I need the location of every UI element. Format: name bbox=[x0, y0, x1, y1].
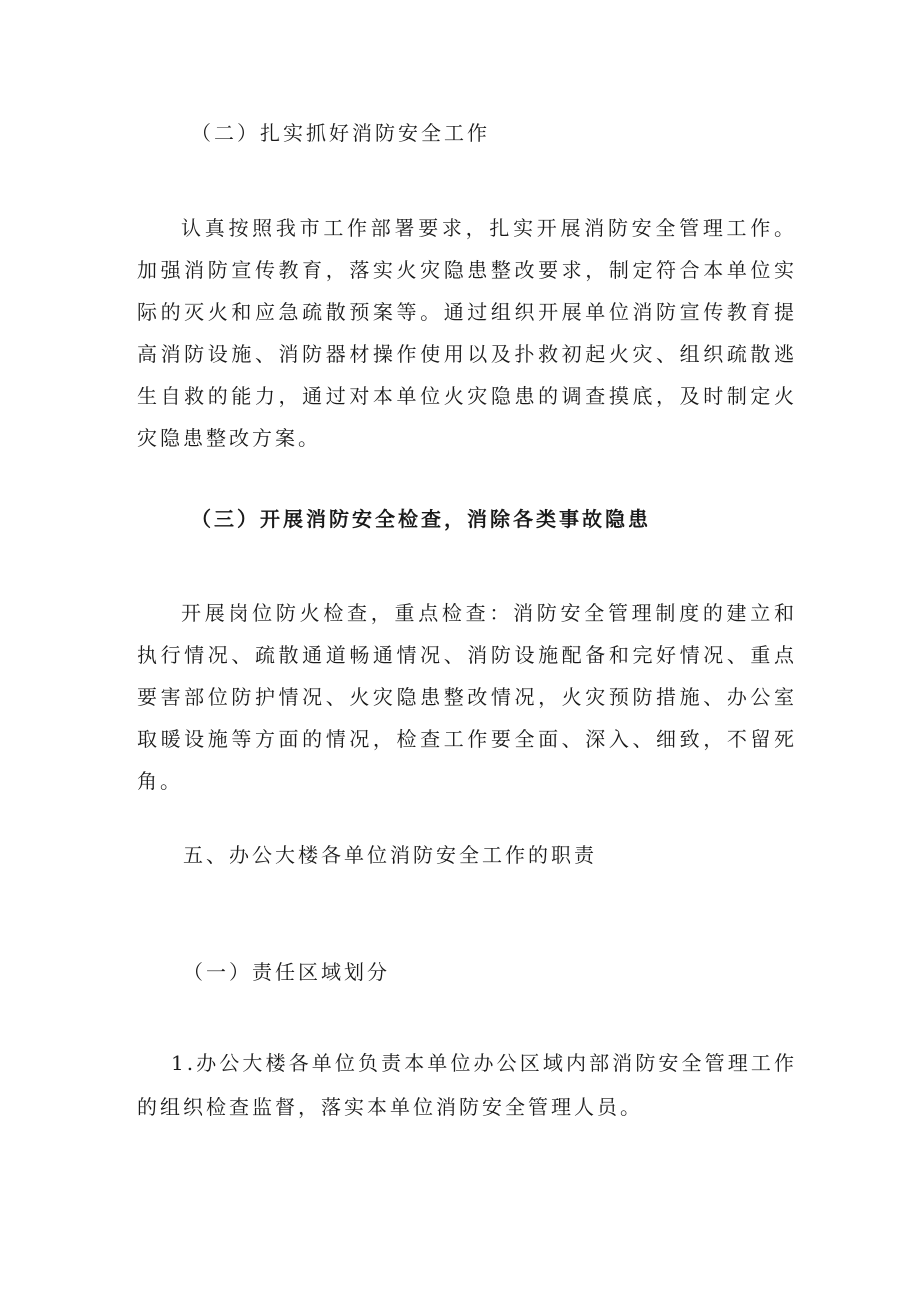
numbered-item-1: 1.办公大楼各单位负责本单位办公区域内部消防安全管理工作的组织检查监督，落实本单位消防安全管理人员。 bbox=[137, 1051, 797, 1119]
paragraph-safety-inspection: 开展岗位防火检查，重点检查：消防安全管理制度的建立和执行情况、疏散通道畅通情况、消防设施配备和完好情况、重点要害部位防护情况、火灾隐患整改情况，火灾预防措施、办公室取暖设施等方面的情况，检查工作要全面、深入、细致，不留死角。 bbox=[137, 601, 797, 793]
section-heading-5-1: （一）责任区域划分 bbox=[183, 960, 390, 984]
section-heading-5: 五、办公大楼各单位消防安全工作的职责 bbox=[183, 843, 597, 867]
section-heading-2-2: （二）扎实抓好消防安全工作 bbox=[191, 121, 490, 145]
section-heading-2-3: （三）开展消防安全检查，消除各类事故隐患 bbox=[191, 507, 651, 531]
paragraph-fire-safety-management: 认真按照我市工作部署要求，扎实开展消防安全管理工作。加强消防宣传教育，落实火灾隐患整改要求，制定符合本单位实际的灭火和应急疏散预案等。通过组织开展单位消防宣传教育提高消防设施、消防器材操作使用以及扑救初起火灾、组织疏散逃生自救的能力，通过对本单位火灾隐患的调查摸底，及时制定火灾隐患整改方案。 bbox=[137, 216, 797, 450]
